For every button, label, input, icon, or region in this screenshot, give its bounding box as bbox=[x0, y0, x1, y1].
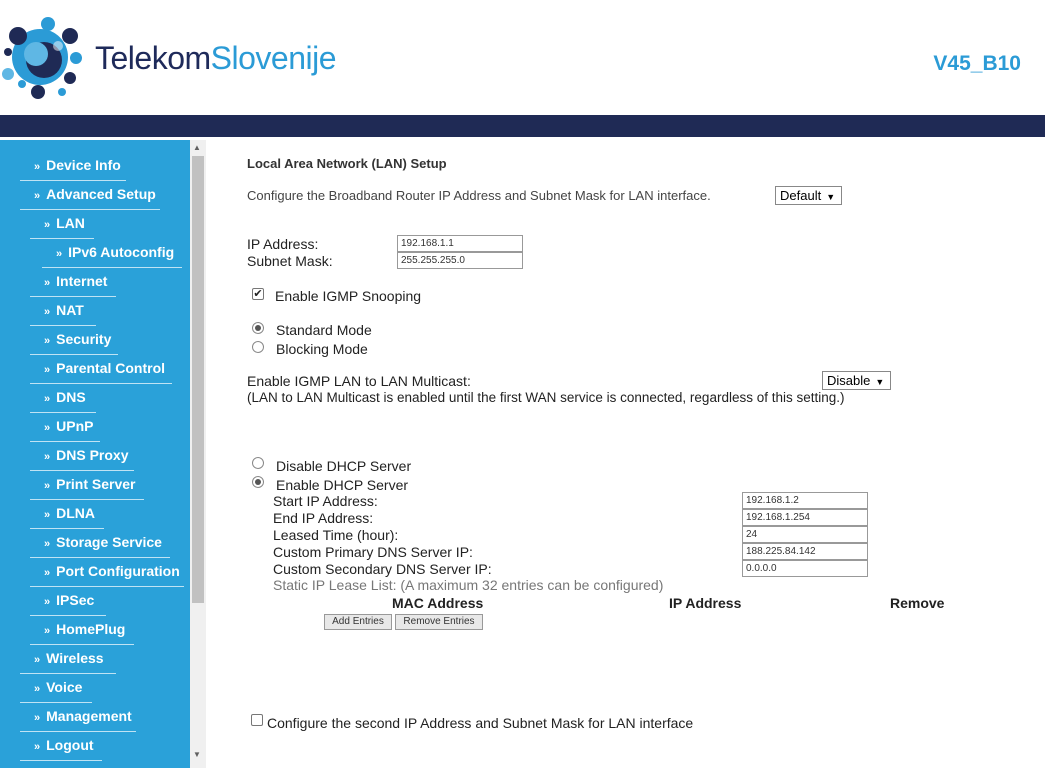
chevron-right-icon: » bbox=[34, 190, 41, 202]
lease-time-input[interactable]: 24 bbox=[742, 526, 868, 543]
chevron-right-icon: » bbox=[44, 625, 51, 637]
add-entries-button[interactable]: Add Entries bbox=[324, 614, 392, 630]
second-ip-checkbox[interactable] bbox=[251, 714, 263, 726]
chevron-right-icon: » bbox=[44, 393, 51, 405]
scroll-up-arrow-icon[interactable]: ▲ bbox=[193, 143, 201, 152]
subnet-mask-input[interactable]: 255.255.255.0 bbox=[397, 252, 523, 269]
page-description: Configure the Broadband Router IP Address and Subnet Mask for LAN interface. bbox=[247, 188, 711, 203]
chevron-right-icon: » bbox=[44, 219, 51, 231]
lan-multicast-select[interactable] bbox=[822, 371, 891, 390]
standard-mode-radio[interactable] bbox=[252, 322, 264, 334]
sidebar-item-logout[interactable] bbox=[20, 737, 102, 761]
sidebar-item-label: Voice bbox=[46, 679, 83, 695]
dropdown-arrow-icon: ▼ bbox=[875, 377, 885, 387]
sidebar-item-advanced-setup[interactable] bbox=[20, 186, 160, 210]
header bbox=[0, 0, 1045, 115]
sidebar-item-label: NAT bbox=[56, 302, 84, 318]
chevron-right-icon: » bbox=[44, 306, 51, 318]
sidebar-item-label: DNS bbox=[56, 389, 86, 405]
sidebar-item-label: Device Info bbox=[46, 157, 121, 173]
sidebar-item-ipv6-autoconfig[interactable] bbox=[42, 244, 182, 268]
end-ip-input[interactable]: 192.168.1.254 bbox=[742, 509, 868, 526]
sidebar-item-device-info[interactable] bbox=[20, 157, 126, 181]
sidebar-item-upnp[interactable] bbox=[30, 418, 100, 442]
start-ip-label: Start IP Address: bbox=[273, 493, 378, 509]
sidebar-item-label: IPSec bbox=[56, 592, 95, 608]
end-ip-label: End IP Address: bbox=[273, 510, 374, 526]
lan-multicast-note: (LAN to LAN Multicast is enabled until the first WAN service is connected, regardless of this setting.) bbox=[247, 390, 845, 405]
chevron-right-icon: » bbox=[44, 335, 51, 347]
chevron-right-icon: » bbox=[56, 248, 63, 260]
lan-multicast-value: Disable bbox=[827, 373, 871, 388]
main-content bbox=[206, 140, 1045, 768]
chevron-right-icon: » bbox=[44, 451, 51, 463]
subnet-mask-label: Subnet Mask: bbox=[247, 253, 333, 269]
chevron-right-icon: » bbox=[44, 596, 51, 608]
chevron-right-icon: » bbox=[44, 509, 51, 521]
sidebar-item-label: UPnP bbox=[56, 418, 94, 434]
page-title: Local Area Network (LAN) Setup bbox=[247, 156, 447, 171]
secondary-dns-input[interactable]: 0.0.0.0 bbox=[742, 560, 868, 577]
sidebar-item-label: Logout bbox=[46, 737, 94, 753]
sidebar-item-label: IPv6 Autoconfig bbox=[68, 244, 175, 260]
remove-entries-button[interactable]: Remove Entries bbox=[395, 614, 483, 630]
chevron-right-icon: » bbox=[34, 654, 41, 666]
second-ip-label: Configure the second IP Address and Subnet Mask for LAN interface bbox=[267, 715, 694, 731]
blocking-mode-radio[interactable] bbox=[252, 341, 264, 353]
sidebar-item-storage-service[interactable] bbox=[30, 534, 170, 558]
ip-address-input[interactable]: 192.168.1.1 bbox=[397, 235, 523, 252]
sidebar-item-label: Advanced Setup bbox=[46, 186, 156, 202]
sidebar-item-ipsec[interactable] bbox=[30, 592, 106, 616]
blocking-mode-label: Blocking Mode bbox=[276, 341, 368, 357]
sidebar-item-label: Wireless bbox=[46, 650, 104, 666]
chevron-right-icon: » bbox=[44, 538, 51, 550]
enable-dhcp-radio[interactable] bbox=[252, 476, 264, 488]
brand-part1: Telekom bbox=[95, 40, 211, 76]
sidebar-item-label: Internet bbox=[56, 273, 108, 289]
brand-part2: Slovenije bbox=[210, 40, 337, 76]
primary-dns-label: Custom Primary DNS Server IP: bbox=[273, 544, 473, 560]
remove-column-header: Remove bbox=[890, 595, 945, 611]
sidebar-item-dns-proxy[interactable] bbox=[30, 447, 134, 471]
sidebar-item-label: Print Server bbox=[56, 476, 136, 492]
sidebar-item-label: Storage Service bbox=[56, 534, 162, 550]
dropdown-arrow-icon: ▼ bbox=[826, 192, 836, 202]
telekom-logo-icon bbox=[0, 12, 90, 102]
lan-profile-select[interactable] bbox=[775, 186, 842, 205]
header-divider-bar bbox=[0, 115, 1045, 137]
chevron-right-icon: » bbox=[44, 567, 51, 579]
sidebar-item-label: LAN bbox=[56, 215, 85, 231]
disable-dhcp-radio[interactable] bbox=[252, 457, 264, 469]
sidebar-item-internet[interactable] bbox=[30, 273, 116, 297]
scroll-thumb[interactable] bbox=[192, 156, 204, 603]
igmp-snooping-label: Enable IGMP Snooping bbox=[275, 288, 422, 304]
sidebar-item-voice[interactable] bbox=[20, 679, 92, 703]
sidebar-item-management[interactable] bbox=[20, 708, 136, 732]
igmp-snooping-checkbox[interactable]: ✔ bbox=[253, 288, 263, 300]
firmware-version: V45_B10 bbox=[933, 52, 1021, 75]
static-lease-label: Static IP Lease List: (A maximum 32 entries can be configured) bbox=[273, 577, 664, 593]
chevron-right-icon: » bbox=[44, 422, 51, 434]
sidebar-item-wireless[interactable] bbox=[20, 650, 116, 674]
sidebar-item-dns[interactable] bbox=[30, 389, 96, 413]
ip-address-column-header: IP Address bbox=[669, 595, 742, 611]
lease-time-label: Leased Time (hour): bbox=[273, 527, 399, 543]
sidebar-item-dlna[interactable] bbox=[30, 505, 104, 529]
chevron-right-icon: » bbox=[34, 712, 41, 724]
sidebar-item-label: Management bbox=[46, 708, 132, 724]
enable-dhcp-label: Enable DHCP Server bbox=[276, 477, 409, 493]
sidebar-item-parental-control[interactable] bbox=[30, 360, 172, 384]
secondary-dns-label: Custom Secondary DNS Server IP: bbox=[273, 561, 492, 577]
sidebar-item-homeplug[interactable] bbox=[30, 621, 134, 645]
mac-address-column-header: MAC Address bbox=[392, 595, 484, 611]
sidebar-item-port-configuration[interactable] bbox=[30, 563, 184, 587]
chevron-right-icon: » bbox=[34, 683, 41, 695]
chevron-right-icon: » bbox=[44, 364, 51, 376]
sidebar-item-label: Port Configuration bbox=[56, 563, 180, 579]
chevron-right-icon: » bbox=[44, 480, 51, 492]
primary-dns-input[interactable]: 188.225.84.142 bbox=[742, 543, 868, 560]
sidebar-item-print-server[interactable] bbox=[30, 476, 144, 500]
sidebar-item-lan[interactable] bbox=[30, 215, 94, 239]
sidebar-item-label: HomePlug bbox=[56, 621, 126, 637]
sidebar-item-label: DNS Proxy bbox=[56, 447, 129, 463]
lan-profile-value: Default bbox=[780, 188, 822, 203]
chevron-right-icon: » bbox=[44, 277, 51, 289]
brand-name bbox=[95, 40, 336, 77]
lan-multicast-label: Enable IGMP LAN to LAN Multicast: bbox=[247, 373, 471, 389]
sidebar bbox=[0, 140, 190, 768]
scroll-down-arrow-icon[interactable]: ▼ bbox=[193, 750, 201, 759]
disable-dhcp-label: Disable DHCP Server bbox=[276, 458, 412, 474]
chevron-right-icon: » bbox=[34, 741, 41, 753]
chevron-right-icon: » bbox=[34, 161, 41, 173]
start-ip-input[interactable]: 192.168.1.2 bbox=[742, 492, 868, 509]
standard-mode-label: Standard Mode bbox=[276, 322, 372, 338]
sidebar-item-security[interactable] bbox=[30, 331, 118, 355]
sidebar-item-nat[interactable] bbox=[30, 302, 96, 326]
sidebar-scrollbar[interactable] bbox=[190, 140, 206, 768]
sidebar-item-label: Parental Control bbox=[56, 360, 166, 376]
sidebar-item-label: DLNA bbox=[56, 505, 96, 521]
ip-address-label: IP Address: bbox=[247, 236, 319, 252]
sidebar-item-label: Security bbox=[56, 331, 112, 347]
